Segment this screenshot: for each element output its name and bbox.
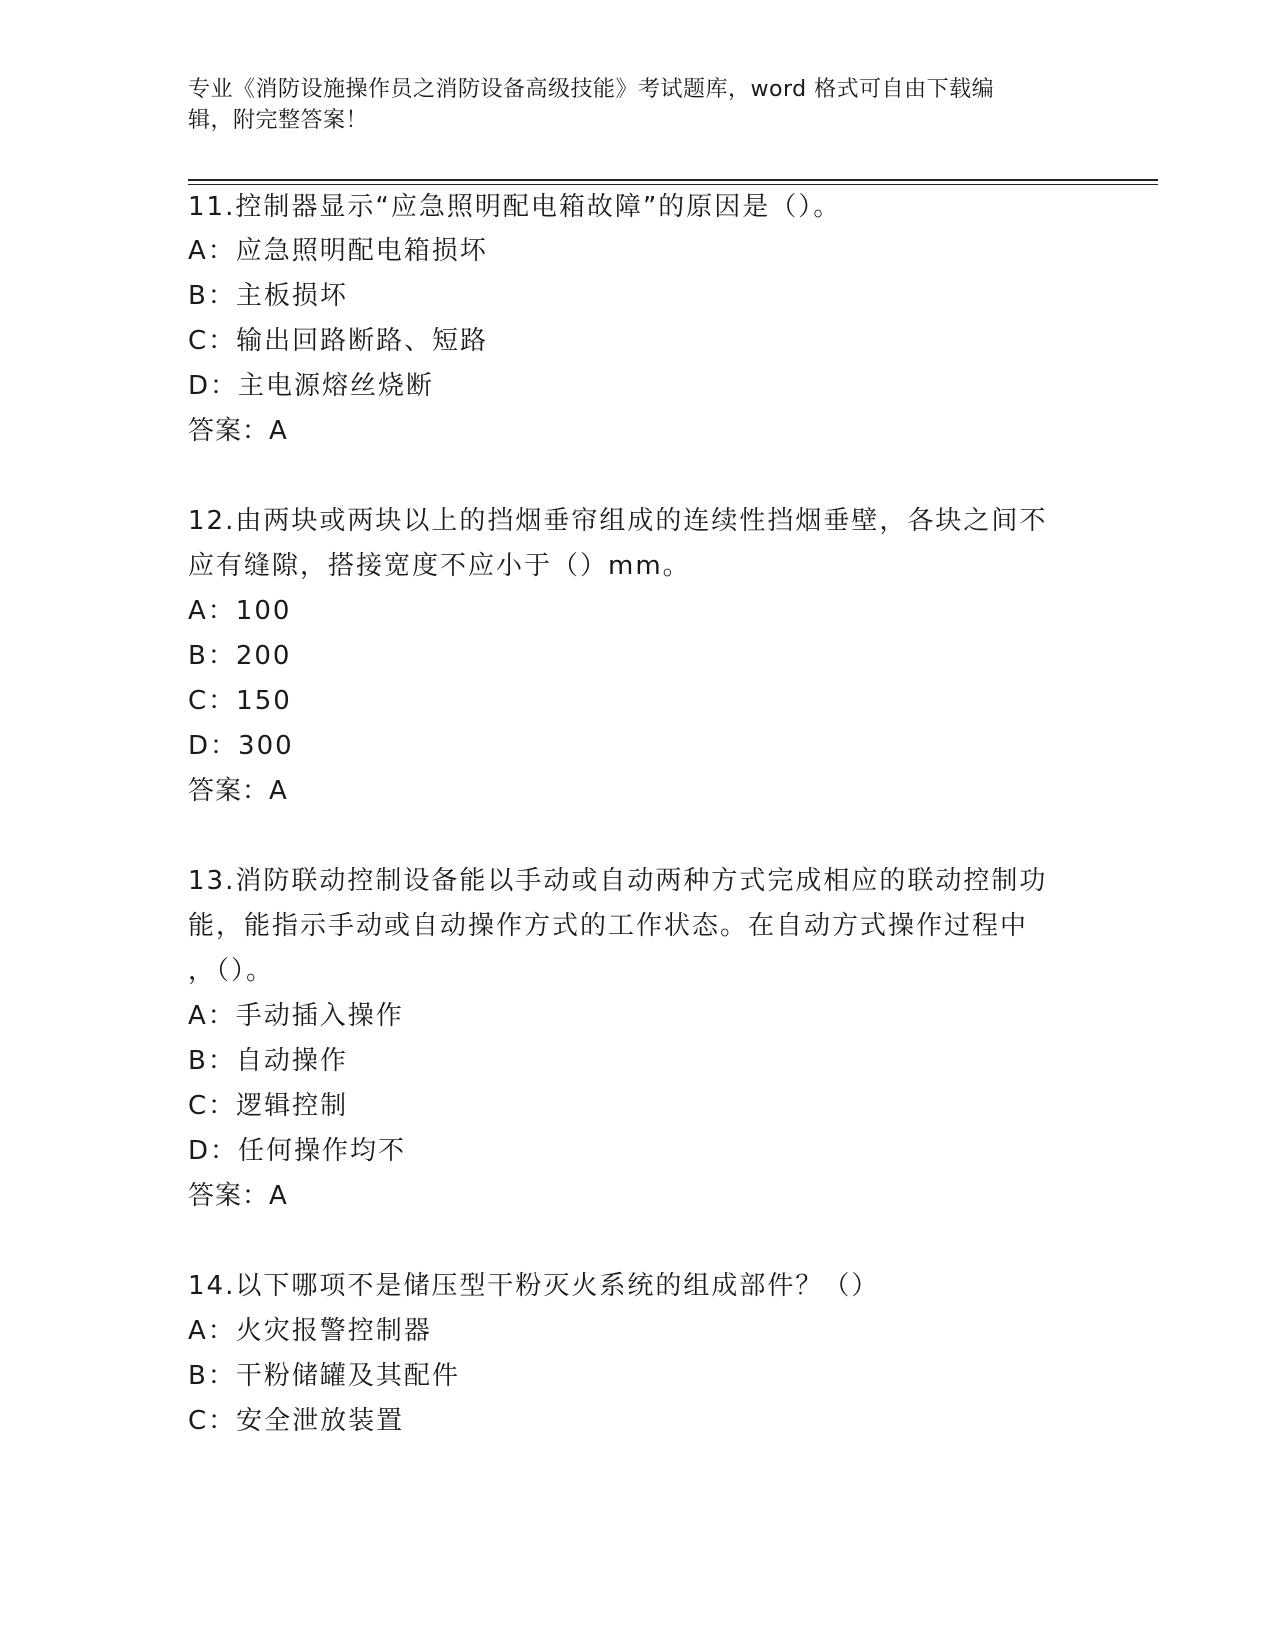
question-11-option-d: D：主电源熔丝烧断 — [188, 371, 435, 401]
question-13-stem-line-3: ，（）。 — [188, 956, 275, 986]
question-13-option-b: B：自动操作 — [188, 1046, 348, 1076]
question-12-answer: 答案：A — [188, 776, 288, 806]
question-12-stem-line-1: 12.由两块或两块以上的挡烟垂帘组成的连续性挡烟垂壁，各块之间不 — [188, 506, 1048, 536]
question-14-option-b: B：干粉储罐及其配件 — [188, 1361, 460, 1391]
question-11-option-c: C：输出回路断路、短路 — [188, 326, 489, 356]
document-header — [188, 74, 1088, 136]
question-12-option-d: D：300 — [188, 731, 294, 761]
question-13-stem-line-1: 13.消防联动控制设备能以手动或自动两种方式完成相应的联动控制功 — [188, 866, 1048, 896]
header-line-2: 辑，附完整答案！ — [188, 108, 369, 133]
question-13-option-a: A：手动插入操作 — [188, 1001, 404, 1031]
question-13-answer: 答案：A — [188, 1181, 288, 1211]
question-13-option-c: C：逻辑控制 — [188, 1091, 349, 1121]
header-divider-thick — [188, 179, 1158, 181]
question-11-option-a: A：应急照明配电箱损坏 — [188, 236, 488, 266]
question-11-option-b: B：主板损坏 — [188, 281, 348, 311]
question-12-option-b: B：200 — [188, 641, 292, 671]
question-12-option-c: C：150 — [188, 686, 292, 716]
question-14-option-c: C：安全泄放装置 — [188, 1406, 405, 1436]
header-line-1: 专业《消防设施操作员之消防设备高级技能》考试题库，word 格式可自由下载编 — [188, 77, 995, 102]
header-divider-thin — [188, 184, 1158, 185]
question-12-stem-line-2: 应有缝隙，搭接宽度不应小于（）mm。 — [188, 551, 691, 581]
question-13-stem-line-2: 能，能指示手动或自动操作方式的工作状态。在自动方式操作过程中 — [188, 911, 1029, 941]
question-13-option-d: D：任何操作均不 — [188, 1136, 407, 1166]
question-11-stem-line-1: 11.控制器显示“应急照明配电箱故障”的原因是（）。 — [188, 192, 842, 222]
question-14-option-a: A：火灾报警控制器 — [188, 1316, 432, 1346]
question-14-stem-line-1: 14.以下哪项不是储压型干粉灭火系统的组成部件？（） — [188, 1271, 880, 1301]
question-12-option-a: A：100 — [188, 596, 292, 626]
question-11-answer: 答案：A — [188, 416, 288, 446]
